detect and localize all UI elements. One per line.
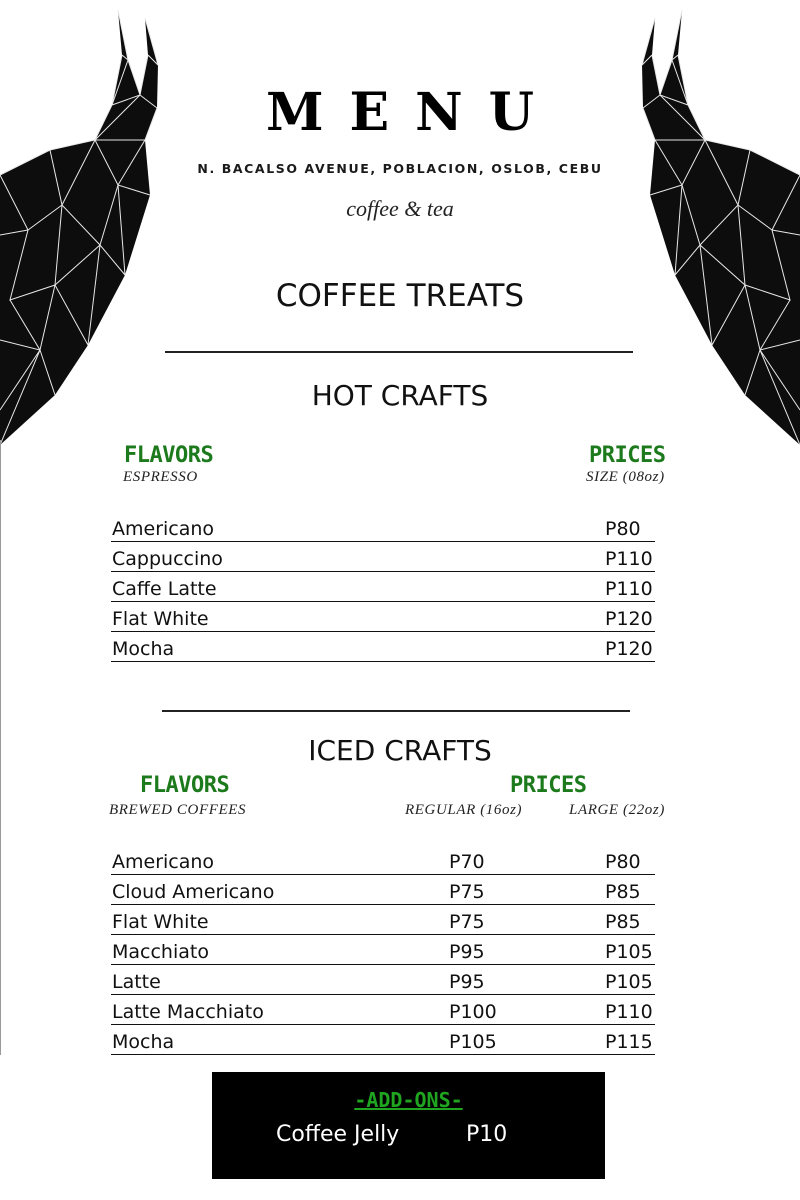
hot-prices-label: PRICES [589, 443, 666, 468]
item-price: P110 [605, 578, 653, 600]
iced-crafts-title: ICED CRAFTS [308, 734, 492, 767]
hot-menu-row [111, 571, 655, 602]
item-name: Latte Macchiato [112, 1001, 264, 1023]
hot-menu-row [111, 601, 655, 632]
item-name: Caffe Latte [112, 578, 217, 600]
hot-crafts-title: HOT CRAFTS [311, 379, 489, 412]
iced-menu-row [111, 964, 655, 995]
address: N. BACALSO AVENUE, POBLACION, OSLOB, CEBU [197, 161, 603, 176]
regular-price: P95 [449, 941, 485, 963]
item-name: Latte [112, 971, 161, 993]
hot-menu-row [111, 511, 655, 542]
tagline: coffee & tea [346, 196, 454, 221]
regular-price: P70 [449, 851, 485, 873]
item-name: Americano [112, 851, 215, 873]
item-price: P80 [605, 518, 641, 540]
item-name: Mocha [112, 1031, 175, 1053]
hot-prices-sub: SIZE (08oz) [586, 469, 665, 485]
section-title: COFFEE TREATS [275, 278, 525, 314]
addon-price: P10 [466, 1122, 508, 1147]
iced-menu-row [111, 844, 655, 875]
hot-menu-row [111, 631, 655, 662]
large-price: P115 [605, 1031, 653, 1053]
large-price: P110 [605, 1001, 653, 1023]
item-name: Cappuccino [112, 548, 223, 570]
item-name: Macchiato [112, 941, 209, 963]
section-divider [165, 351, 633, 353]
addon-name: Coffee Jelly [276, 1122, 400, 1147]
iced-flavors-sub: BREWED COFFEES [109, 802, 247, 818]
regular-price: P75 [449, 881, 485, 903]
addons-panel [212, 1072, 605, 1179]
regular-price: P95 [449, 971, 485, 993]
item-price: P120 [605, 638, 653, 660]
regular-price: P105 [449, 1031, 497, 1053]
iced-menu-row [111, 904, 655, 935]
large-price: P105 [605, 971, 653, 993]
item-price: P120 [605, 608, 653, 630]
large-price: P85 [605, 881, 641, 903]
item-name: Mocha [112, 638, 175, 660]
hot-menu-row [111, 541, 655, 572]
iced-menu-row [111, 1024, 655, 1055]
item-price: P110 [605, 548, 653, 570]
large-size-label: LARGE (22oz) [569, 802, 665, 818]
hot-flavors-label: FLAVORS [124, 443, 214, 468]
item-name: Cloud Americano [112, 881, 275, 903]
category-divider [162, 710, 630, 712]
iced-menu-row [111, 934, 655, 965]
addons-title: -ADD-ONS- [354, 1088, 463, 1112]
regular-size-label: REGULAR (16oz) [405, 802, 523, 818]
regular-price: P75 [449, 911, 485, 933]
regular-price: P100 [449, 1001, 497, 1023]
menu-title: MENU [265, 82, 561, 143]
item-name: Flat White [112, 911, 209, 933]
item-name: Americano [112, 518, 215, 540]
item-name: Flat White [112, 608, 209, 630]
iced-menu-row [111, 874, 655, 905]
iced-flavors-label: FLAVORS [140, 773, 230, 798]
iced-prices-label: PRICES [510, 773, 587, 798]
iced-menu-row [111, 994, 655, 1025]
large-price: P85 [605, 911, 641, 933]
large-price: P105 [605, 941, 653, 963]
large-price: P80 [605, 851, 641, 873]
hot-flavors-sub: ESPRESSO [123, 469, 198, 485]
